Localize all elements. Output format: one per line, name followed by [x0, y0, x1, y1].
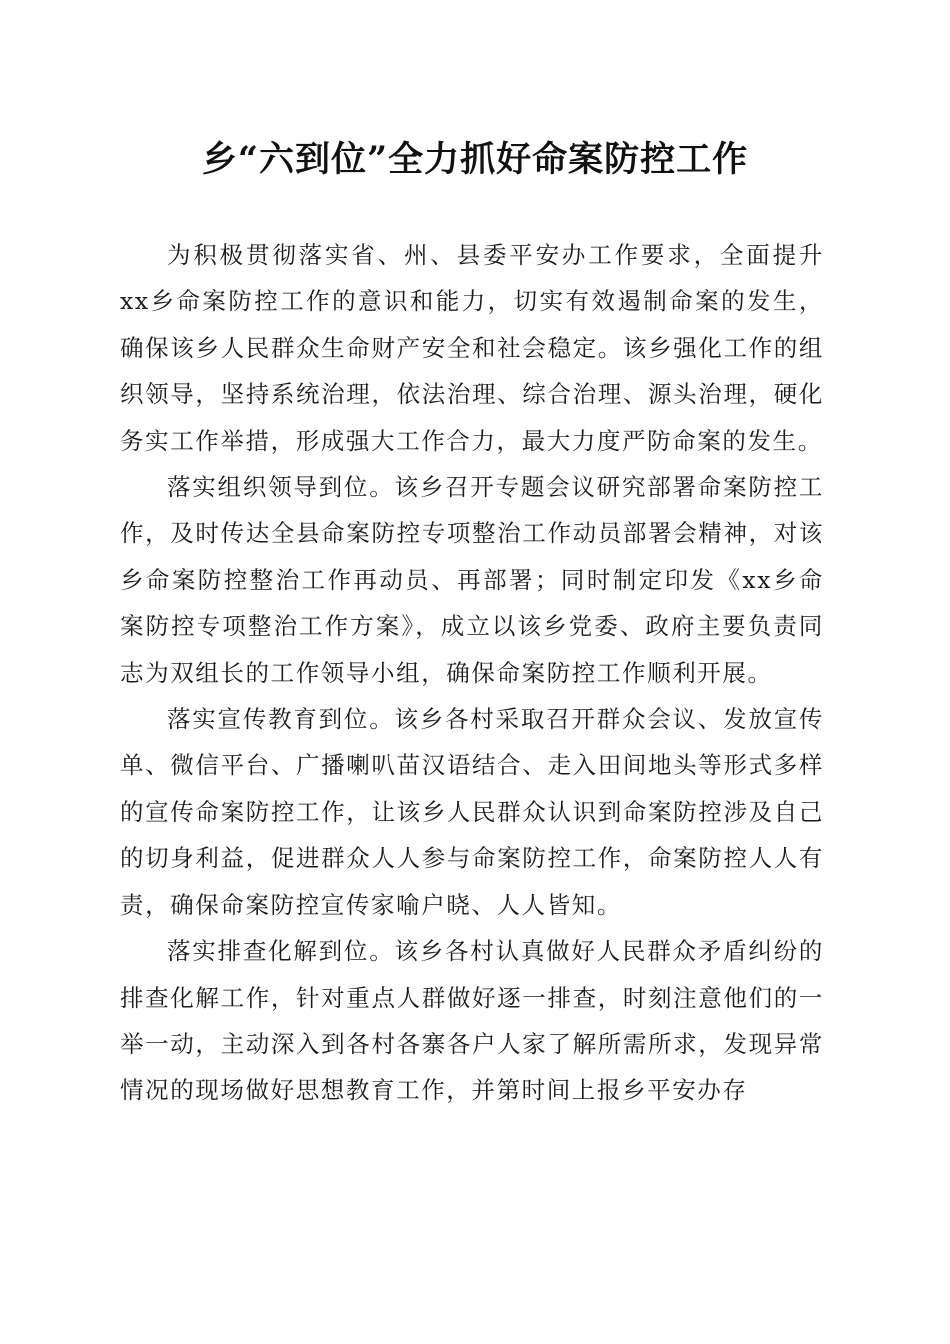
- paragraph-intro: 为积极贯彻落实省、州、县委平安办工作要求，全面提升xx乡命案防控工作的意识和能力，切实有效遏制命案的发生，确保该乡人民群众生命财产安全和社会稳定。该乡强化工作的组织领导，坚持系统治理，依法治理、综合治理、源头治理，硬化务实工作举措，形成强大工作合力，最大力度严防命案的发生。: [120, 241, 824, 455]
- paragraph-organization-leadership: 落实组织领导到位。该乡召开专题会议研究部署命案防控工作，及时传达全县命案防控专项整治工作动员部署会精神，对该乡命案防控整治工作再动员、再部署；同时制定印发《xx乡命案防控专项整治工作方案》，成立以该乡党委、政府主要负责同志为双组长的工作领导小组，确保命案防控工作顺利开展。: [120, 473, 824, 687]
- document-body: [120, 232, 824, 1114]
- document-title: 乡“六到位”全力抓好命案防控工作: [201, 139, 749, 180]
- paragraph-publicity-education: 落实宣传教育到位。该乡各村采取召开群众会议、发放宣传单、微信平台、广播喇叭苗汉语结合、走入田间地头等形式多样的宣传命案防控工作，让该乡人民群众认识到命案防控涉及自己的切身利益，促进群众人人参与命案防控工作，命案防控人人有责，确保命案防控宣传家喻户晓、人人皆知。: [120, 705, 824, 919]
- paragraph-investigation-resolution: 落实排查化解到位。该乡各村认真做好人民群众矛盾纠纷的排查化解工作，针对重点人群做好逐一排查，时刻注意他们的一举一动，主动深入到各村各寨各户人家了解所需所求，发现异常情况的现场做好思想教育工作，并第时间上报乡平安办存: [120, 937, 824, 1105]
